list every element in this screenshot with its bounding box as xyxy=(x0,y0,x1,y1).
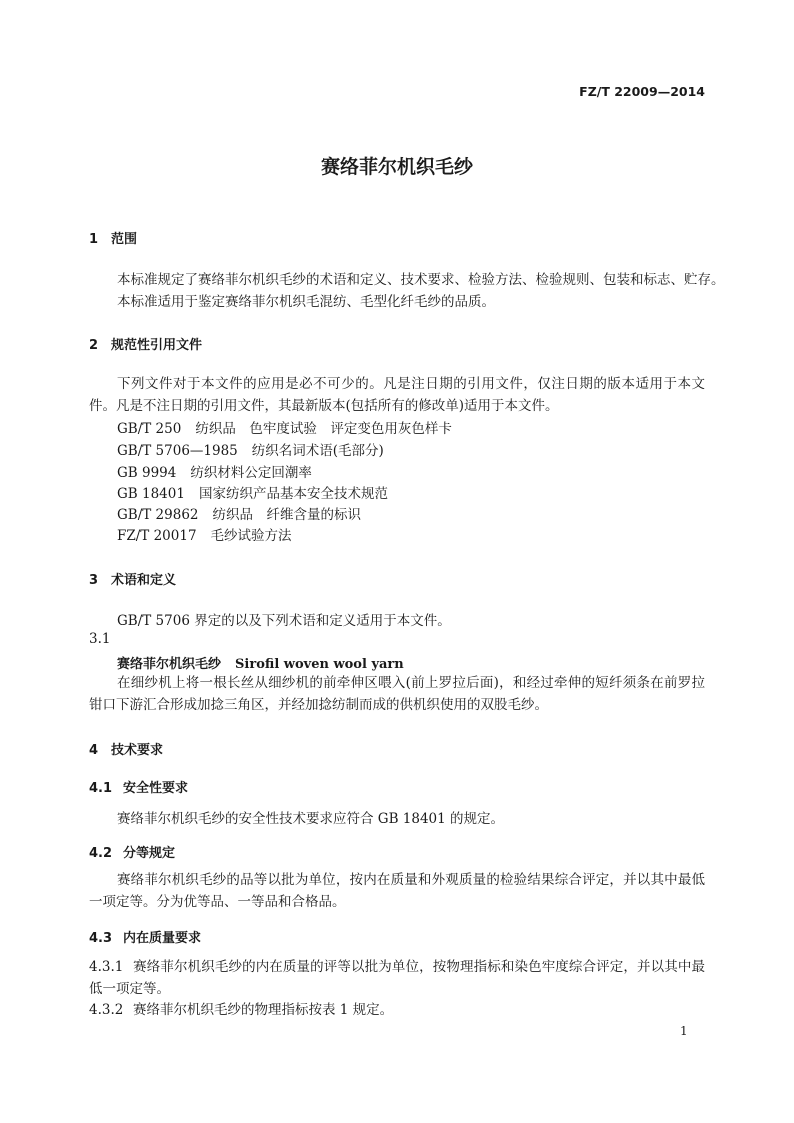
clause-4-3-1 xyxy=(89,957,705,1000)
reference-item xyxy=(117,461,312,481)
section-4-heading xyxy=(89,739,163,758)
safety-requirement-text: 赛络菲尔机织毛纱的安全性技术要求应符合 GB 18401 的规定。 xyxy=(117,811,505,827)
normative-intro: 下列文件对于本文件的应用是必不可少的。凡是注日期的引用文件，仅注日期的版本适用于本文件。凡是不注日期的引用文件，其最新版本(包括所有的修改单)适用于本文件。 xyxy=(89,376,705,414)
reference-item xyxy=(117,482,388,502)
section-title: 范围 xyxy=(111,232,138,247)
term-english: Sirofil woven wool yarn xyxy=(235,657,404,672)
reference-title: 纺织名词术语(毛部分) xyxy=(251,443,384,459)
page-number: 1 xyxy=(680,1024,688,1038)
section-title: 术语和定义 xyxy=(111,573,177,588)
reference-title: 纺织品 色牢度试验 评定变色用灰色样卡 xyxy=(195,421,452,437)
scope-para-2: 本标准适用于鉴定赛络菲尔机织毛混纺、毛型化纤毛纱的品质。 xyxy=(117,294,495,310)
clause-text: 赛络菲尔机织毛纱的物理指标按表 1 规定。 xyxy=(133,1002,394,1018)
section-number: 3 xyxy=(89,573,99,588)
reference-code: GB/T 5706—1985 xyxy=(117,443,238,459)
clause-4-3-2 xyxy=(89,1000,705,1022)
section-2-heading xyxy=(89,334,202,353)
section-title: 技术要求 xyxy=(111,743,164,758)
reference-item xyxy=(117,524,292,544)
reference-code: FZ/T 20017 xyxy=(117,528,197,544)
section-number: 1 xyxy=(89,232,99,247)
subsection-4-2-heading xyxy=(89,842,175,861)
reference-code: GB/T 29862 xyxy=(117,507,199,523)
standard-number: FZ/T 22009—2014 xyxy=(579,84,705,99)
term-entry xyxy=(117,653,404,672)
clause-number: 4.3.1 xyxy=(89,959,124,975)
reference-title: 纺织品 纤维含量的标识 xyxy=(212,507,361,523)
subsection-title: 分等规定 xyxy=(123,846,176,861)
section-1-heading xyxy=(89,228,137,247)
grading-text: 赛络菲尔机织毛纱的品等以批为单位，按内在质量和外观质量的检验结果综合评定，并以其中最低一项定等。分为优等品、一等品和合格品。 xyxy=(89,872,705,910)
terms-intro: GB/T 5706 界定的以及下列术语和定义适用于本文件。 xyxy=(117,613,451,629)
reference-item xyxy=(117,417,452,437)
reference-item xyxy=(117,503,361,523)
reference-title: 国家纺织产品基本安全技术规范 xyxy=(198,486,388,502)
subsection-title: 安全性要求 xyxy=(123,781,189,796)
term-number: 3.1 xyxy=(89,631,111,647)
subsection-4-3-heading xyxy=(89,927,201,946)
term-definition: 在细纱机上将一根长丝从细纱机的前牵伸区喂入(前上罗拉后面)，和经过牵伸的短纤须条在前罗拉钳口下游汇合形成加捻三角区，并经加捻纺制而成的供机织使用的双股毛纱。 xyxy=(89,675,705,713)
page-title: 赛络菲尔机织毛纱 xyxy=(320,156,473,178)
section-3-heading xyxy=(89,569,176,588)
reference-code: GB/T 250 xyxy=(117,421,182,437)
subsection-title: 内在质量要求 xyxy=(123,931,202,946)
subsection-4-1-heading xyxy=(89,777,188,796)
reference-item xyxy=(117,439,384,459)
subsection-number: 4.2 xyxy=(89,846,113,861)
section-number: 4 xyxy=(89,743,99,758)
term-chinese: 赛络菲尔机织毛纱 xyxy=(117,657,222,672)
reference-code: GB 18401 xyxy=(117,486,185,502)
reference-title: 毛纱试验方法 xyxy=(210,528,292,544)
subsection-number: 4.3 xyxy=(89,931,113,946)
scope-para-1: 本标准规定了赛络菲尔机织毛纱的术语和定义、技术要求、检验方法、检验规则、包装和标志、贮存。 xyxy=(117,272,725,288)
subsection-number: 4.1 xyxy=(89,781,113,796)
clause-number: 4.3.2 xyxy=(89,1002,124,1018)
section-number: 2 xyxy=(89,338,99,353)
clause-text: 赛络菲尔机织毛纱的内在质量的评等以批为单位，按物理指标和染色牢度综合评定，并以其中最低一项定等。 xyxy=(89,959,705,997)
reference-code: GB 9994 xyxy=(117,465,177,481)
section-title: 规范性引用文件 xyxy=(111,338,203,353)
reference-title: 纺织材料公定回潮率 xyxy=(190,465,312,481)
